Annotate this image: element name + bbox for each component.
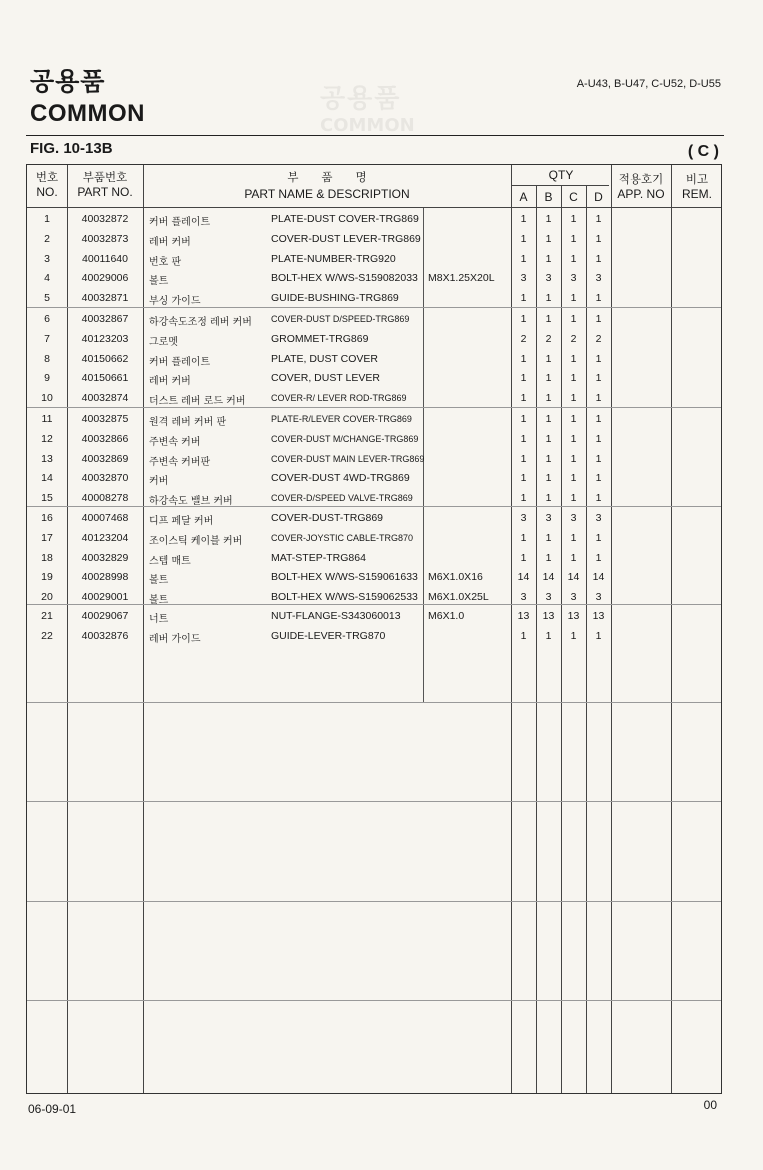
page-title: COMMON (30, 100, 145, 127)
item-number: 11 (41, 413, 53, 425)
qty-b: 1 (545, 413, 552, 425)
part-number: 40029067 (81, 610, 129, 622)
qty-d: 1 (595, 629, 602, 642)
item-number: 6 (44, 313, 50, 325)
qty-b: 3 (545, 591, 552, 604)
part-description: COVER-DUST-TRG869 (271, 512, 384, 524)
item-number: 20 (41, 591, 53, 604)
page-number: 00 (703, 1098, 717, 1112)
part-name-korean: 스텝 매트 (149, 555, 191, 567)
qty-a: 1 (520, 352, 527, 365)
qty-c: 1 (570, 213, 577, 225)
qty-a: 1 (520, 472, 527, 485)
qty-a: 1 (520, 531, 527, 544)
item-number: 14 (41, 472, 53, 485)
part-name-korean: 부싱 가이드 (149, 296, 201, 308)
qty-a: 1 (520, 452, 527, 465)
part-number: 40032875 (81, 413, 129, 425)
part-description: PLATE-NUMBER-TRG920 (271, 252, 396, 265)
item-number: 3 (44, 252, 50, 265)
qty-d: 1 (595, 232, 602, 245)
qty-a: 1 (520, 432, 527, 445)
part-name-korean: 주변속 커버판 (149, 456, 211, 468)
header-name: PART NAME & DESCRIPTION (244, 187, 410, 201)
part-number: 40032829 (81, 551, 129, 564)
qty-b: 13 (542, 610, 555, 622)
qty-c: 1 (570, 232, 577, 245)
item-number: 19 (41, 571, 53, 584)
qty-a: 3 (520, 591, 527, 604)
part-spec: M8X1.25X20L (428, 272, 495, 285)
part-description: COVER-DUST MAIN LEVER-TRG869 (271, 453, 425, 464)
part-number: 40123203 (81, 332, 129, 345)
group-rule (27, 801, 721, 802)
part-name-korean: 레버 커버 (149, 376, 191, 388)
qty-a: 1 (520, 413, 527, 425)
qty-a: 1 (520, 213, 527, 225)
figure-code: ( C ) (687, 143, 719, 160)
qty-b: 1 (545, 551, 552, 564)
qty-d: 13 (592, 610, 605, 622)
qty-c: 3 (570, 591, 577, 604)
table-row (27, 587, 723, 607)
part-number: 40029006 (81, 272, 129, 285)
item-number: 21 (41, 610, 53, 622)
part-name-korean: 그로멧 (149, 336, 178, 348)
header-no-kr: 번호 (35, 170, 59, 184)
qty-d: 1 (595, 472, 602, 485)
qty-c: 1 (570, 252, 577, 265)
table-row (27, 548, 723, 568)
table-row (27, 249, 723, 269)
qty-d: 3 (595, 591, 602, 604)
qty-c: 3 (570, 272, 577, 285)
header-qty-c: C (569, 190, 578, 204)
item-number: 17 (41, 531, 53, 544)
qty-a: 1 (520, 372, 527, 385)
header-qty: QTY (548, 168, 574, 182)
header-qty-b: B (544, 190, 553, 204)
group-rule (27, 901, 721, 902)
qty-b: 1 (545, 531, 552, 544)
table-row (27, 567, 723, 587)
title-divider (26, 135, 724, 136)
qty-c: 3 (570, 512, 577, 524)
part-spec: M6X1.0 (428, 610, 465, 622)
header-name-kr: 부 품 명 (287, 170, 367, 184)
item-number: 18 (41, 551, 53, 564)
table-row (27, 268, 723, 288)
part-number: 40150661 (81, 372, 129, 385)
part-description: BOLT-HEX W/WS-S159062533 (271, 591, 418, 604)
header-rule (27, 207, 721, 208)
table-row (27, 449, 723, 469)
model-codes: A-U43, B-U47, C-U52, D-U55 (576, 78, 721, 90)
qty-b: 1 (545, 213, 552, 225)
part-number: 40032870 (81, 472, 129, 485)
qty-d: 1 (595, 551, 602, 564)
part-name-korean: 하강속도조정 레버 커버 (149, 317, 252, 328)
part-name-korean: 볼트 (149, 595, 169, 607)
part-name-korean: 주변속 커버 (149, 436, 201, 448)
qty-b: 3 (545, 512, 552, 524)
qty-b: 1 (545, 452, 552, 465)
qty-c: 14 (567, 571, 580, 584)
part-description: COVER-DUST M/CHANGE-TRG869 (271, 433, 419, 444)
qty-d: 3 (595, 512, 602, 524)
header-no: NO. (36, 185, 58, 199)
part-spec: M6X1.0X25L (428, 591, 489, 604)
part-description: COVER-D/SPEED VALVE-TRG869 (271, 493, 413, 504)
qty-d: 1 (595, 452, 602, 465)
part-number: 40150662 (81, 352, 129, 365)
header-rem: REM. (682, 187, 712, 201)
qty-b: 14 (542, 571, 555, 584)
item-number: 7 (44, 332, 50, 345)
item-number: 5 (44, 292, 50, 305)
header-rem-kr: 비고 (685, 172, 709, 186)
qty-b: 1 (545, 232, 552, 245)
bleed-through-text-en: COMMON (320, 115, 415, 136)
qty-b: 1 (545, 492, 552, 505)
part-name-korean: 볼트 (149, 276, 169, 288)
qty-b: 2 (545, 332, 552, 345)
table-row (27, 349, 723, 369)
qty-d: 1 (595, 492, 602, 505)
qty-d: 1 (595, 292, 602, 305)
qty-b: 1 (545, 252, 552, 265)
table-row (27, 329, 723, 349)
qty-b: 1 (545, 392, 552, 405)
part-number: 40032866 (81, 432, 129, 445)
part-description: GUIDE-LEVER-TRG870 (271, 629, 386, 642)
item-number: 2 (44, 232, 50, 245)
part-number: 40032876 (81, 629, 129, 642)
part-number: 40123204 (81, 531, 129, 544)
qty-a: 1 (520, 492, 527, 505)
header-qty-d: D (594, 190, 603, 204)
item-number: 16 (41, 512, 53, 524)
item-number: 13 (41, 452, 53, 465)
table-row (27, 409, 723, 429)
qty-d: 1 (595, 313, 602, 325)
part-description: COVER-DUST LEVER-TRG869 (271, 232, 421, 245)
part-description: BOLT-HEX W/WS-S159061633 (271, 571, 418, 584)
part-description: NUT-FLANGE-S343060013 (271, 610, 401, 622)
qty-a: 1 (520, 551, 527, 564)
table-row (27, 309, 723, 329)
qty-c: 1 (570, 472, 577, 485)
part-number: 40008278 (81, 492, 129, 505)
part-description: BOLT-HEX W/WS-S159082033 (271, 272, 418, 285)
header-app-no: APP. NO (617, 187, 665, 201)
item-number: 9 (44, 372, 50, 385)
part-name-korean: 원격 레버 커버 판 (149, 417, 227, 428)
qty-b: 1 (545, 352, 552, 365)
qty-a: 1 (520, 629, 527, 642)
part-name-korean: 커버 플레이트 (149, 356, 211, 368)
qty-a: 1 (520, 252, 527, 265)
qty-c: 1 (570, 492, 577, 505)
part-number: 40032869 (81, 452, 129, 465)
figure-number: FIG. 10-13B (30, 140, 113, 157)
item-number: 8 (44, 352, 50, 365)
qty-c: 1 (570, 531, 577, 544)
qty-b: 1 (545, 629, 552, 642)
part-name-korean: 너트 (149, 614, 169, 625)
part-name-korean: 하강속도 밸브 커버 (149, 496, 233, 508)
part-spec: M6X1.0X16 (428, 571, 483, 584)
qty-a: 3 (520, 512, 527, 524)
qty-b: 3 (545, 272, 552, 285)
qty-d: 14 (592, 571, 605, 584)
part-name-korean: 커버 플레이트 (149, 217, 211, 228)
part-number: 40032873 (81, 232, 129, 245)
part-number: 40032872 (81, 213, 129, 225)
part-number: 40032871 (81, 292, 129, 305)
qty-c: 1 (570, 452, 577, 465)
qty-a: 3 (520, 272, 527, 285)
table-row (27, 209, 723, 229)
header-part-kr: 부품번호 (82, 170, 128, 184)
part-number: 40032867 (81, 313, 129, 325)
qty-d: 3 (595, 272, 602, 285)
qty-c: 1 (570, 551, 577, 564)
item-number: 10 (41, 392, 53, 405)
table-row (27, 229, 723, 249)
part-description: COVER-DUST D/SPEED-TRG869 (271, 314, 410, 324)
table-row (27, 488, 723, 508)
table-row (27, 288, 723, 308)
header-qty-a: A (519, 190, 528, 204)
qty-b: 1 (545, 472, 552, 485)
part-description: PLATE-DUST COVER-TRG869 (271, 213, 419, 225)
header-app-kr: 적용호기 (618, 172, 664, 186)
qty-c: 1 (570, 352, 577, 365)
qty-b: 1 (545, 432, 552, 445)
part-number: 40011640 (82, 252, 128, 265)
part-name-korean: 볼트 (149, 575, 169, 587)
table-row (27, 368, 723, 388)
part-name-korean: 레버 가이드 (149, 633, 201, 645)
qty-c: 1 (570, 313, 577, 325)
qty-c: 2 (570, 332, 577, 345)
part-description: GUIDE-BUSHING-TRG869 (271, 292, 399, 305)
item-number: 15 (41, 492, 53, 505)
qty-a: 2 (520, 332, 527, 345)
table-row (27, 626, 723, 646)
qty-a: 1 (520, 232, 527, 245)
group-rule (27, 1000, 721, 1001)
qty-a: 1 (520, 292, 527, 305)
part-description: COVER-R/ LEVER ROD-TRG869 (271, 393, 407, 404)
qty-d: 2 (595, 332, 602, 345)
bleed-through-text: 공용품 (320, 84, 402, 114)
part-description: MAT-STEP-TRG864 (271, 551, 366, 564)
part-name-korean: 조이스틱 케이블 커버 (149, 535, 243, 547)
qty-d: 1 (595, 413, 602, 425)
item-number: 4 (44, 272, 50, 285)
qty-d: 1 (595, 432, 602, 445)
part-number: 40029001 (81, 591, 129, 604)
table-row (27, 508, 723, 528)
part-number: 40028998 (81, 571, 129, 584)
table-row (27, 388, 723, 408)
qty-a: 14 (517, 571, 530, 584)
item-number: 12 (41, 432, 53, 445)
qty-c: 1 (570, 292, 577, 305)
table-row (27, 429, 723, 449)
part-description: PLATE, DUST COVER (271, 352, 378, 365)
qty-b: 1 (545, 313, 552, 325)
part-description: COVER-DUST 4WD-TRG869 (271, 472, 410, 485)
part-name-korean: 디프 페달 커버 (149, 516, 214, 527)
qty-c: 1 (570, 372, 577, 385)
qty-d: 1 (595, 252, 602, 265)
table-row (27, 528, 723, 548)
qty-d: 1 (595, 392, 602, 405)
group-rule (27, 702, 721, 703)
page-title-korean: 공용품 (30, 67, 106, 96)
qty-d: 1 (595, 352, 602, 365)
part-description: COVER-JOYSTIC CABLE-TRG870 (271, 532, 414, 543)
header-part-no: PART NO. (77, 185, 133, 199)
part-description: GROMMET-TRG869 (271, 332, 369, 345)
part-number: 40032874 (81, 392, 129, 405)
qty-c: 13 (567, 610, 580, 622)
qty-a: 1 (520, 313, 527, 325)
part-name-korean: 번호 판 (149, 256, 182, 268)
part-number: 40007468 (81, 512, 129, 524)
qty-d: 1 (595, 213, 602, 225)
qty-c: 1 (570, 392, 577, 405)
table-row (27, 468, 723, 488)
table-row (27, 606, 723, 626)
qty-d: 1 (595, 372, 602, 385)
item-number: 22 (41, 629, 53, 642)
qty-c: 1 (570, 629, 577, 642)
part-name-korean: 레버 커버 (149, 236, 191, 248)
item-number: 1 (44, 213, 50, 225)
qty-b: 1 (545, 292, 552, 305)
part-description: PLATE-R/LEVER COVER-TRG869 (271, 414, 412, 424)
part-name-korean: 커버 (149, 476, 169, 488)
qty-b: 1 (545, 372, 552, 385)
qty-a: 13 (517, 610, 530, 622)
revision-date: 06-09-01 (28, 1102, 77, 1116)
qty-c: 1 (570, 432, 577, 445)
part-description: COVER, DUST LEVER (271, 372, 380, 385)
qty-a: 1 (520, 392, 527, 405)
qty-c: 1 (570, 413, 577, 425)
part-name-korean: 더스트 레버 로드 커버 (149, 396, 246, 408)
parts-table (26, 164, 722, 1094)
qty-header-rule (511, 185, 609, 186)
qty-d: 1 (595, 531, 602, 544)
